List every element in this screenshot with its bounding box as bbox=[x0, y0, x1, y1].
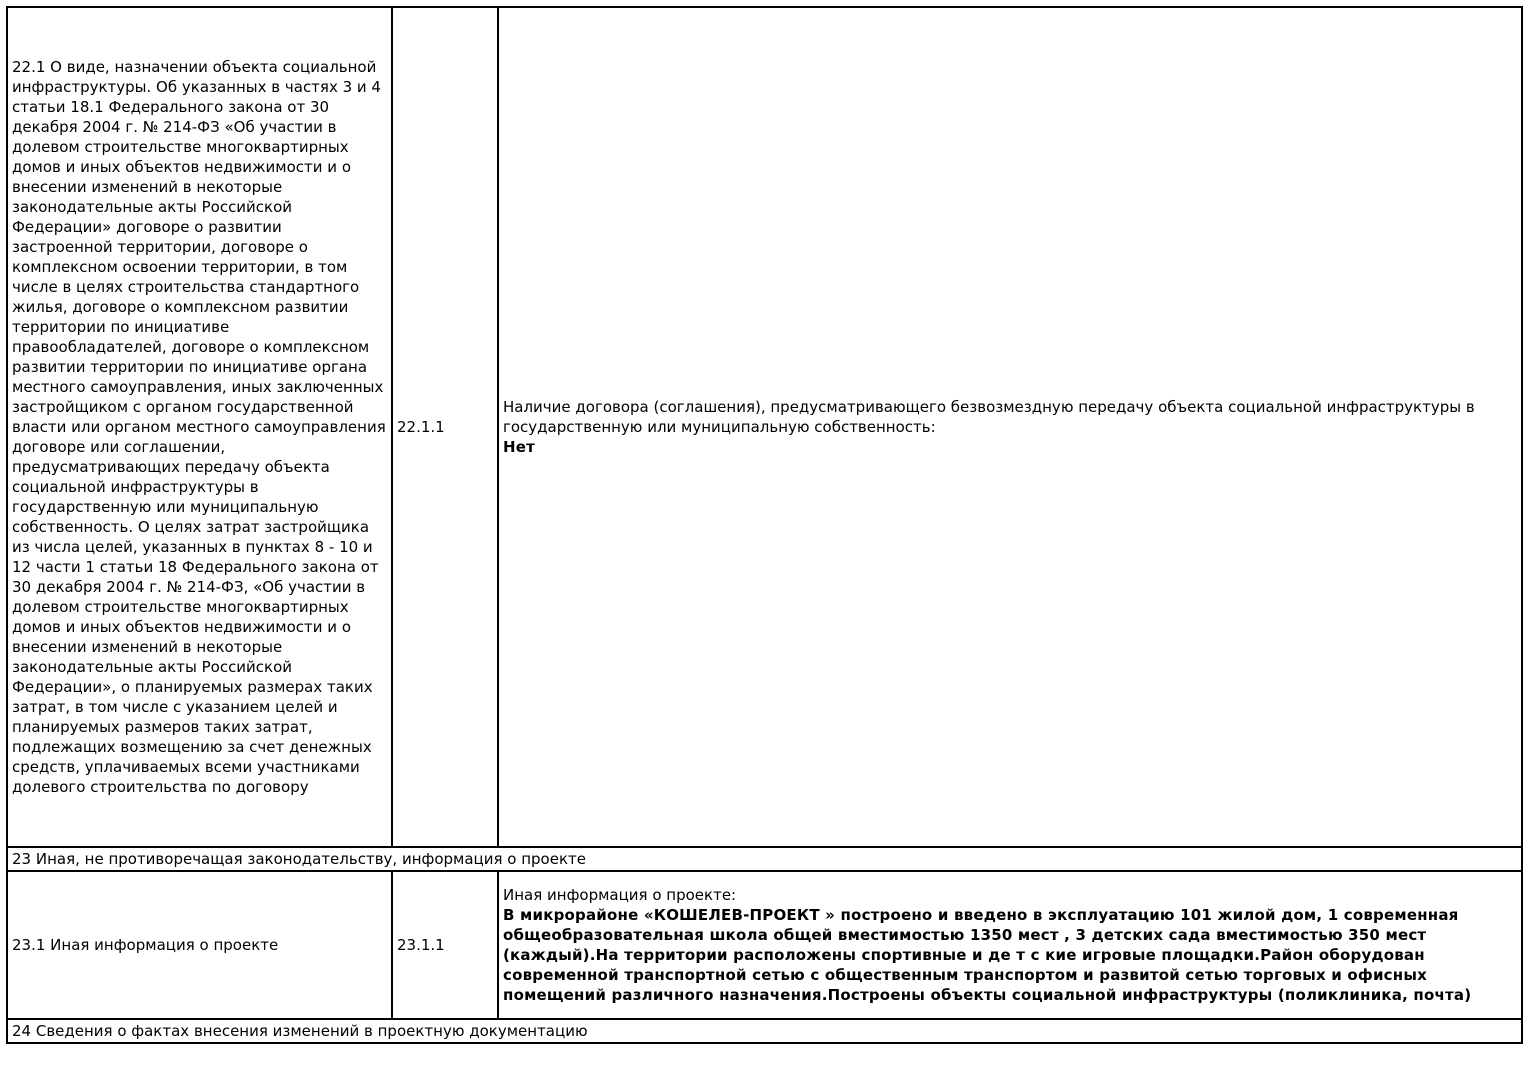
section-24-header-text: 24 Сведения о фактах внесения изменений в проектную документацию bbox=[12, 1022, 588, 1040]
row-22-1-code-text: 22.1.1 bbox=[397, 418, 445, 436]
row-22-1-content-cell bbox=[498, 7, 1522, 847]
row-22-1-description-cell bbox=[7, 7, 392, 847]
row-23-1-content-label: Иная информация о проекте: bbox=[503, 886, 737, 904]
table-row-23-1 bbox=[7, 871, 1522, 1019]
row-23-1-content-cell bbox=[498, 871, 1522, 1019]
table-row-section-24 bbox=[7, 1019, 1522, 1043]
row-23-1-code-text: 23.1.1 bbox=[397, 936, 445, 954]
row-22-1-code-cell bbox=[392, 7, 498, 847]
section-24-header-cell bbox=[7, 1019, 1522, 1043]
row-23-1-code-cell bbox=[392, 871, 498, 1019]
row-22-1-content-label: Наличие договора (соглашения), предусматривающего безвозмездную передачу объекта социальной инфраструктуры в государственную или муниципальную собственность: bbox=[503, 398, 1475, 436]
row-22-1-content-value: Нет bbox=[503, 438, 536, 456]
row-22-1-description-text: 22.1 О виде, назначении объекта социальной инфраструктуры. Об указанных в частях 3 и 4 статьи 18.1 Федерального закона от 30 декабря 2004 г. № 214-ФЗ «Об участии в долевом строительстве многоквартирных домов и иных объектов недвижимости и о внесении изменений в некоторые законодательные акты Российской Федерации» договоре о развитии застроенной территории, договоре о комплексном освоении территории, в том числе в целях строительства стандартного жилья, договоре о комплексном развитии территории по инициативе правообладателей, договоре о комплексном развитии территории по инициативе органа местного самоуправления, иных заключенных застройщиком с органом государственной власти или органом местного самоуправления договоре или соглашении, предусматривающих передачу объекта социальной инфраструктуры в государственную или муниципальную собственность. О целях затрат застройщика из числа целей, указанных в пунктах 8 - 10 и 12 части 1 статьи 18 Федерального закона от 30 декабря 2004 г. № 214-ФЗ, «Об участии в долевом строительстве многоквартирных домов и иных объектов недвижимости и о внесении изменений в некоторые законодательные акты Российской Федерации», о планируемых размерах таких затрат, в том числе с указанием целей и планируемых размеров таких затрат, подлежащих возмещению за счет денежных средств, уплачиваемых всеми участниками долевого строительства по договору bbox=[12, 58, 386, 796]
row-23-1-description-text: 23.1 Иная информация о проекте bbox=[12, 936, 279, 954]
row-23-1-description-cell bbox=[7, 871, 392, 1019]
section-23-header-text: 23 Иная, не противоречащая законодательству, информация о проекте bbox=[12, 850, 586, 868]
row-23-1-content-value: В микрорайоне «КОШЕЛЕВ-ПРОЕКТ » построено и введено в эксплуатацию 101 жилой дом, 1 современная общеобразовательная школа общей вместимостью 1350 мест , 3 детских сада вместимостью 350 мест (каждый).На территории расположены спортивные и де т с кие игровые площадки.Район оборудован современной транспортной сетью с общественным транспортом и развитой сетью торговых и офисных помещений различного назначения.Построены объекты социальной инфраструктуры (поликлиника, почта) bbox=[503, 906, 1472, 1004]
table-row-section-23 bbox=[7, 847, 1522, 871]
declaration-table bbox=[6, 6, 1523, 1044]
section-23-header-cell bbox=[7, 847, 1522, 871]
table-row-22-1 bbox=[7, 7, 1522, 847]
